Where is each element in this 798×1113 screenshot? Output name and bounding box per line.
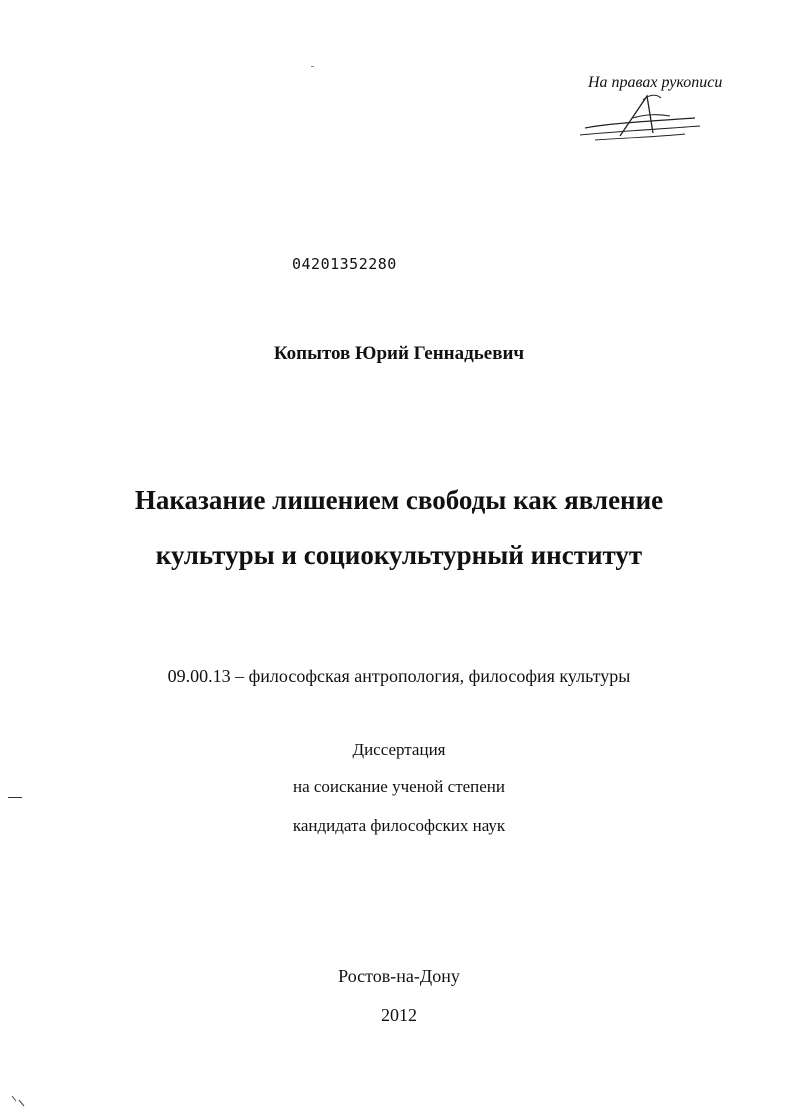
dissertation-title-line-2: культуры и социокультурный институт — [155, 540, 643, 570]
rights-note: На правах рукописи — [588, 74, 723, 91]
year: 2012 — [381, 1005, 417, 1025]
author-name: Копытов Юрий Геннадьевич — [273, 343, 525, 364]
handwritten-signature — [575, 88, 705, 144]
city: Ростов-на-Дону — [338, 966, 460, 986]
scan-artifact-mark — [10, 1094, 30, 1110]
document-type: Диссертация — [352, 740, 446, 759]
specialty-code: 09.00.13 – философская антропология, философия культуры — [167, 666, 631, 686]
archive-number: 04201352280 — [292, 255, 397, 273]
degree-line-1: на соискание ученой степени — [292, 777, 506, 796]
dissertation-title-line-1: Наказание лишением свободы как явление — [134, 485, 664, 515]
scan-artifact-mark — [311, 66, 314, 67]
scan-artifact-mark — [8, 797, 22, 798]
degree-line-2: кандидата философских наук — [292, 816, 506, 835]
